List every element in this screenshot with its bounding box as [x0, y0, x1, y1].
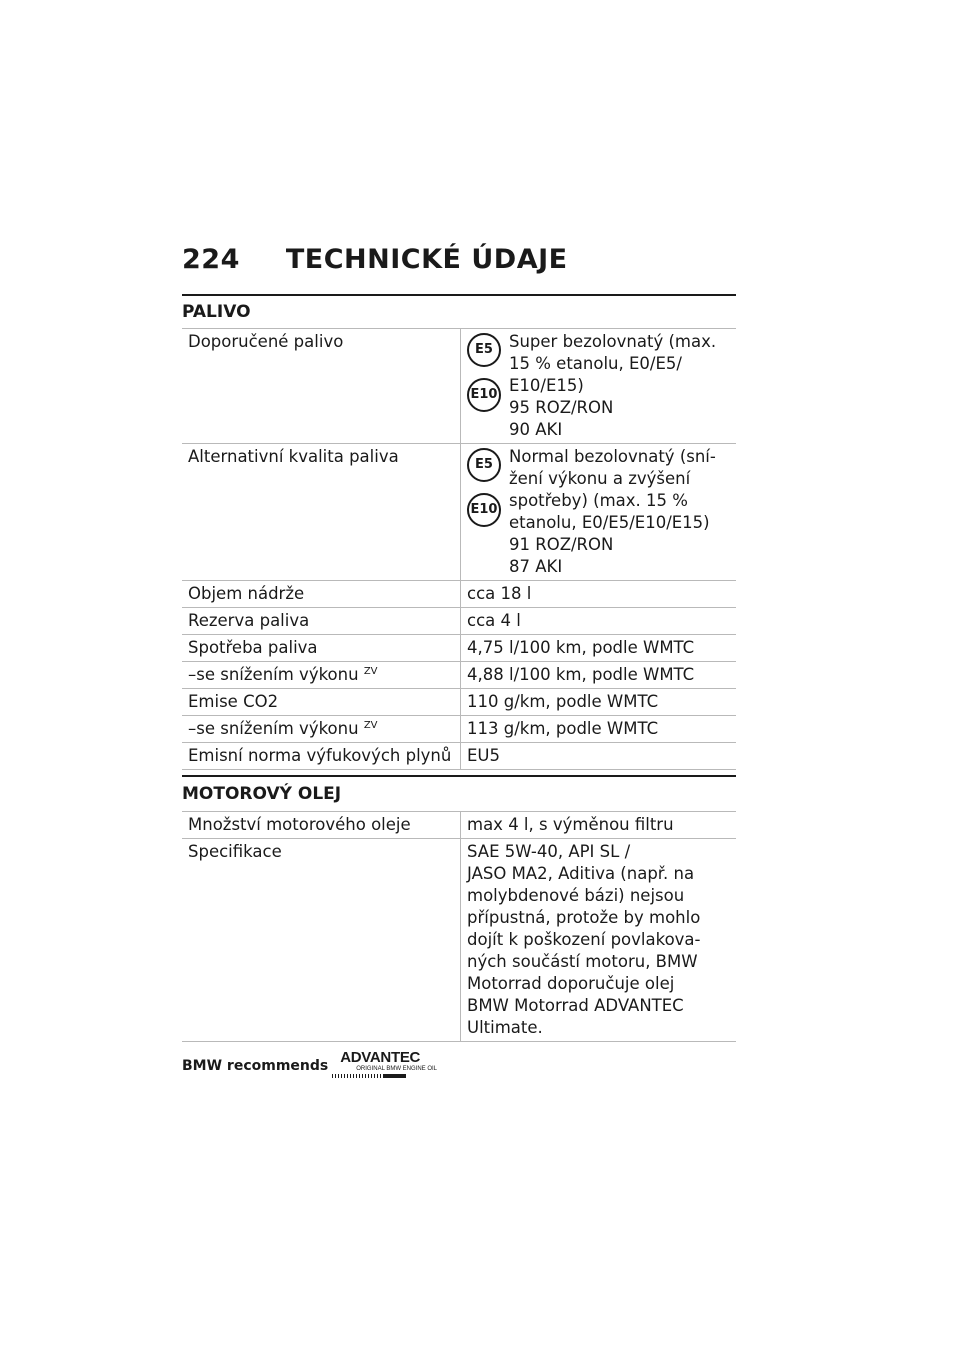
fuel-line: 15 % etanolu, E0/E5/	[509, 354, 682, 373]
row-value: EU5	[461, 743, 737, 770]
fuel-section-title: PALIVO	[182, 302, 251, 322]
fuel-recommended-label: Doporučené palivo	[182, 329, 461, 444]
fuel-line: E10/E15)	[509, 376, 584, 395]
table-row	[182, 743, 736, 770]
row-value: 4,75 l/100 km, podle WMTC	[461, 635, 737, 662]
e10-fuel-icon: E10	[467, 493, 501, 527]
row-value: 4,88 l/100 km, podle WMTC	[461, 662, 737, 689]
recommend-text: BMW recommends	[182, 1058, 329, 1074]
oil-table	[182, 811, 736, 1042]
table-row	[182, 329, 736, 444]
value-line: BMW Motorrad ADVANTEC	[467, 996, 684, 1015]
footnote-marker: ZV	[363, 666, 378, 677]
fuel-line: spotřeby) (max. 15 %	[509, 491, 688, 510]
page-header	[182, 244, 568, 284]
table-row	[182, 662, 736, 689]
fuel-table	[182, 328, 736, 770]
fuel-section	[182, 294, 736, 770]
row-label: Rezerva paliva	[182, 608, 461, 635]
oil-section	[182, 775, 736, 1042]
fuel-line: 91 ROZ/RON	[509, 535, 614, 554]
row-label: Emise CO2	[182, 689, 461, 716]
row-label: Emisní norma výfukových plynů	[182, 743, 461, 770]
value-line: dojít k poškození povlakova-	[467, 930, 701, 949]
table-row	[182, 444, 736, 581]
value-line: SAE 5W-40, API SL /	[467, 842, 631, 861]
fuel-alternative-value	[461, 444, 737, 581]
row-value	[461, 812, 737, 839]
value-line: ných součástí motoru, BMW	[467, 952, 698, 971]
logo-stripe	[332, 1074, 384, 1078]
row-label: Objem nádrže	[182, 581, 461, 608]
fuel-alternative-label: Alternativní kvalita paliva	[182, 444, 461, 581]
fuel-line: Super bezolovnatý (max.	[509, 332, 717, 351]
value-line: max 4 l, s výměnou filtru	[467, 815, 674, 834]
fuel-line: žení výkonu a zvýšení	[509, 469, 691, 488]
table-row	[182, 608, 736, 635]
row-value: 113 g/km, podle WMTC	[461, 716, 737, 743]
row-value: cca 4 l	[461, 608, 737, 635]
table-row	[182, 839, 736, 1042]
table-row	[182, 635, 736, 662]
table-row	[182, 812, 736, 839]
chapter-title: TECHNICKÉ ÚDAJE	[285, 244, 568, 275]
row-label-text: –se snížením výkonu	[188, 665, 359, 684]
oil-recommendation	[182, 1049, 438, 1078]
advantec-logo-subtitle: ORIGINAL BMW ENGINE OIL	[356, 1066, 438, 1072]
advantec-logo	[332, 1049, 438, 1078]
table-row	[182, 581, 736, 608]
row-label-text: –se snížením výkonu	[188, 719, 359, 738]
row-value: cca 18 l	[461, 581, 737, 608]
value-line: Ultimate.	[467, 1018, 543, 1037]
row-label: Spotřeba paliva	[182, 635, 461, 662]
logo-stripe	[384, 1074, 406, 1078]
e10-fuel-icon: E10	[467, 378, 501, 412]
fuel-line: etanolu, E0/E5/E10/E15)	[509, 513, 710, 532]
row-label: Množství motorového oleje	[182, 812, 461, 839]
row-label: Specifikace	[182, 839, 461, 1042]
e5-fuel-icon: E5	[467, 448, 501, 482]
fuel-line: 95 ROZ/RON	[509, 398, 614, 417]
row-label	[182, 716, 461, 743]
oil-section-title: MOTOROVÝ OLEJ	[182, 784, 342, 804]
row-label	[182, 662, 461, 689]
fuel-recommended-value	[461, 329, 737, 444]
advantec-logo-name: ADVANTEC	[340, 1049, 421, 1066]
fuel-line: 87 AKI	[509, 557, 563, 576]
table-row	[182, 716, 736, 743]
row-value	[461, 839, 737, 1042]
e5-fuel-icon: E5	[467, 333, 501, 367]
value-line: přípustná, protože by mohlo	[467, 908, 701, 927]
page-number: 224	[182, 244, 240, 275]
fuel-line: 90 AKI	[509, 420, 563, 439]
footnote-marker: ZV	[363, 720, 378, 731]
row-value: 110 g/km, podle WMTC	[461, 689, 737, 716]
value-line: molybdenové bázi) nejsou	[467, 886, 685, 905]
fuel-line: Normal bezolovnatý (sní-	[509, 447, 716, 466]
table-row	[182, 689, 736, 716]
value-line: JASO MA2, Aditiva (např. na	[467, 864, 695, 883]
value-line: Motorrad doporučuje olej	[467, 974, 675, 993]
